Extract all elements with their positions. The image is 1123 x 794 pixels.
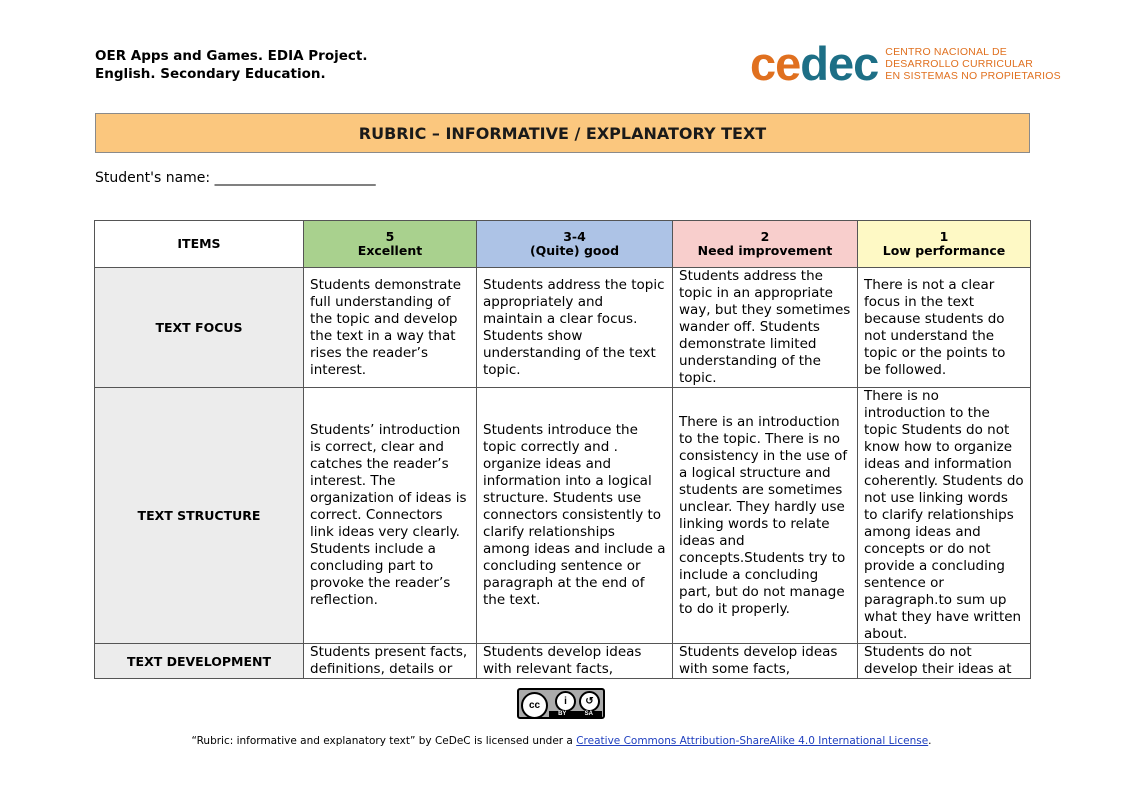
table-row [95, 268, 1031, 388]
table-header-row [95, 221, 1031, 268]
cc-by-text: BY [558, 711, 567, 717]
header-5-score: 5 [385, 229, 395, 244]
cc-by-sa-badge[interactable] [517, 688, 605, 719]
cell-focus-3-4: Students address the topic appropriately and maintain a clear focus. Students show understanding of the text topic. [477, 268, 673, 388]
cell-development-2: Students develop ideas with some facts, [673, 644, 858, 679]
header-score-1 [858, 221, 1031, 268]
logo-sub-line-1: CENTRO NACIONAL DE [885, 46, 1007, 58]
header-score-5 [304, 221, 477, 268]
header-34-label: (Quite) good [529, 243, 620, 258]
table-row [95, 644, 1031, 679]
cell-structure-5: Students’ introduction is correct, clear and catches the reader’s interest. The organization of ideas is correct. Connectors link ideas very clearly. Students include a concluding part to provoke the reader’s reflection. [304, 388, 477, 644]
cell-development-3-4: Students develop ideas with relevant facts, [477, 644, 673, 679]
cell-focus-1: There is not a clear focus in the text because students do not understand the topic or the points to be followed. [858, 268, 1031, 388]
header-2-label: Need improvement [697, 243, 833, 258]
header-score-2 [673, 221, 858, 268]
cell-structure-3-4: Students introduce the topic correctly and . organize ideas and information into a logical structure. Students use connectors consistently to clarify relationships among ideas and include a concluding sentence or paragraph at the end of the text. [477, 388, 673, 644]
header-score-3-4 [477, 221, 673, 268]
logo-word-teal: dec [800, 37, 879, 90]
cedec-logo-subtitle [885, 46, 1061, 82]
row-item-text-structure: TEXT STRUCTURE [95, 388, 304, 644]
cedec-logo [750, 37, 1061, 90]
license-suffix: . [928, 735, 932, 747]
header-line-1: OER Apps and Games. EDIA Project. [95, 48, 368, 64]
cc-icon: cc [521, 692, 548, 719]
row-item-text-development: TEXT DEVELOPMENT [95, 644, 304, 679]
cell-development-1: Students do not develop their ideas at [858, 644, 1031, 679]
cell-focus-2: Students address the topic in an appropriate way, but they sometimes wander off. Students demonstrate limited understanding of the topic. [673, 268, 858, 388]
header-items: ITEMS [95, 221, 304, 268]
table-row [95, 388, 1031, 644]
cell-development-5: Students present facts, definitions, details or [304, 644, 477, 679]
share-alike-icon: ↺ [579, 691, 600, 712]
header-1-label: Low performance [882, 243, 1006, 258]
cell-structure-2: There is an introduction to the topic. There is no consistency in the use of a logical structure and students are sometimes unclear. They hardly use linking words to relate ideas and concepts.Students try to include a concluding part, but do not manage to do it properly. [673, 388, 858, 644]
cc-sa-text: SA [584, 711, 593, 717]
logo-word-orange: ce [750, 37, 801, 90]
logo-sub-line-2: DESARROLLO CURRICULAR [885, 58, 1034, 70]
student-name-label: Student's name: _______________________ [95, 170, 376, 186]
logo-sub-line-3: EN SISTEMAS NO PROPIETARIOS [885, 70, 1061, 82]
attribution-icon: i [555, 691, 576, 712]
cc-badge-bar [549, 711, 602, 717]
license-notice [0, 735, 1123, 747]
row-item-text-focus: TEXT FOCUS [95, 268, 304, 388]
cell-structure-1: There is no introduction to the topic Students do not know how to organize ideas and information coherently. Students do not use linking words to clarify relationships among ideas and concepts or do not provide a concluding sentence or paragraph.to sum up what they have written about. [858, 388, 1031, 644]
rubric-title: RUBRIC – INFORMATIVE / EXPLANATORY TEXT [95, 113, 1030, 153]
header-5-label: Excellent [357, 243, 423, 258]
license-prefix: “Rubric: informative and explanatory text” by CeDeC is licensed under a [191, 735, 577, 747]
header-2-score: 2 [760, 229, 770, 244]
header-34-score: 3-4 [563, 229, 586, 244]
header-line-2: English. Secondary Education. [95, 66, 326, 82]
cell-focus-5: Students demonstrate full understanding of the topic and develop the text in a way that rises the reader’s interest. [304, 268, 477, 388]
rubric-table [94, 220, 1031, 679]
document-header [95, 47, 367, 83]
header-1-score: 1 [939, 229, 949, 244]
cedec-logo-word [750, 37, 879, 90]
license-link[interactable]: Creative Commons Attribution-ShareAlike 4.0 International License [576, 735, 929, 747]
